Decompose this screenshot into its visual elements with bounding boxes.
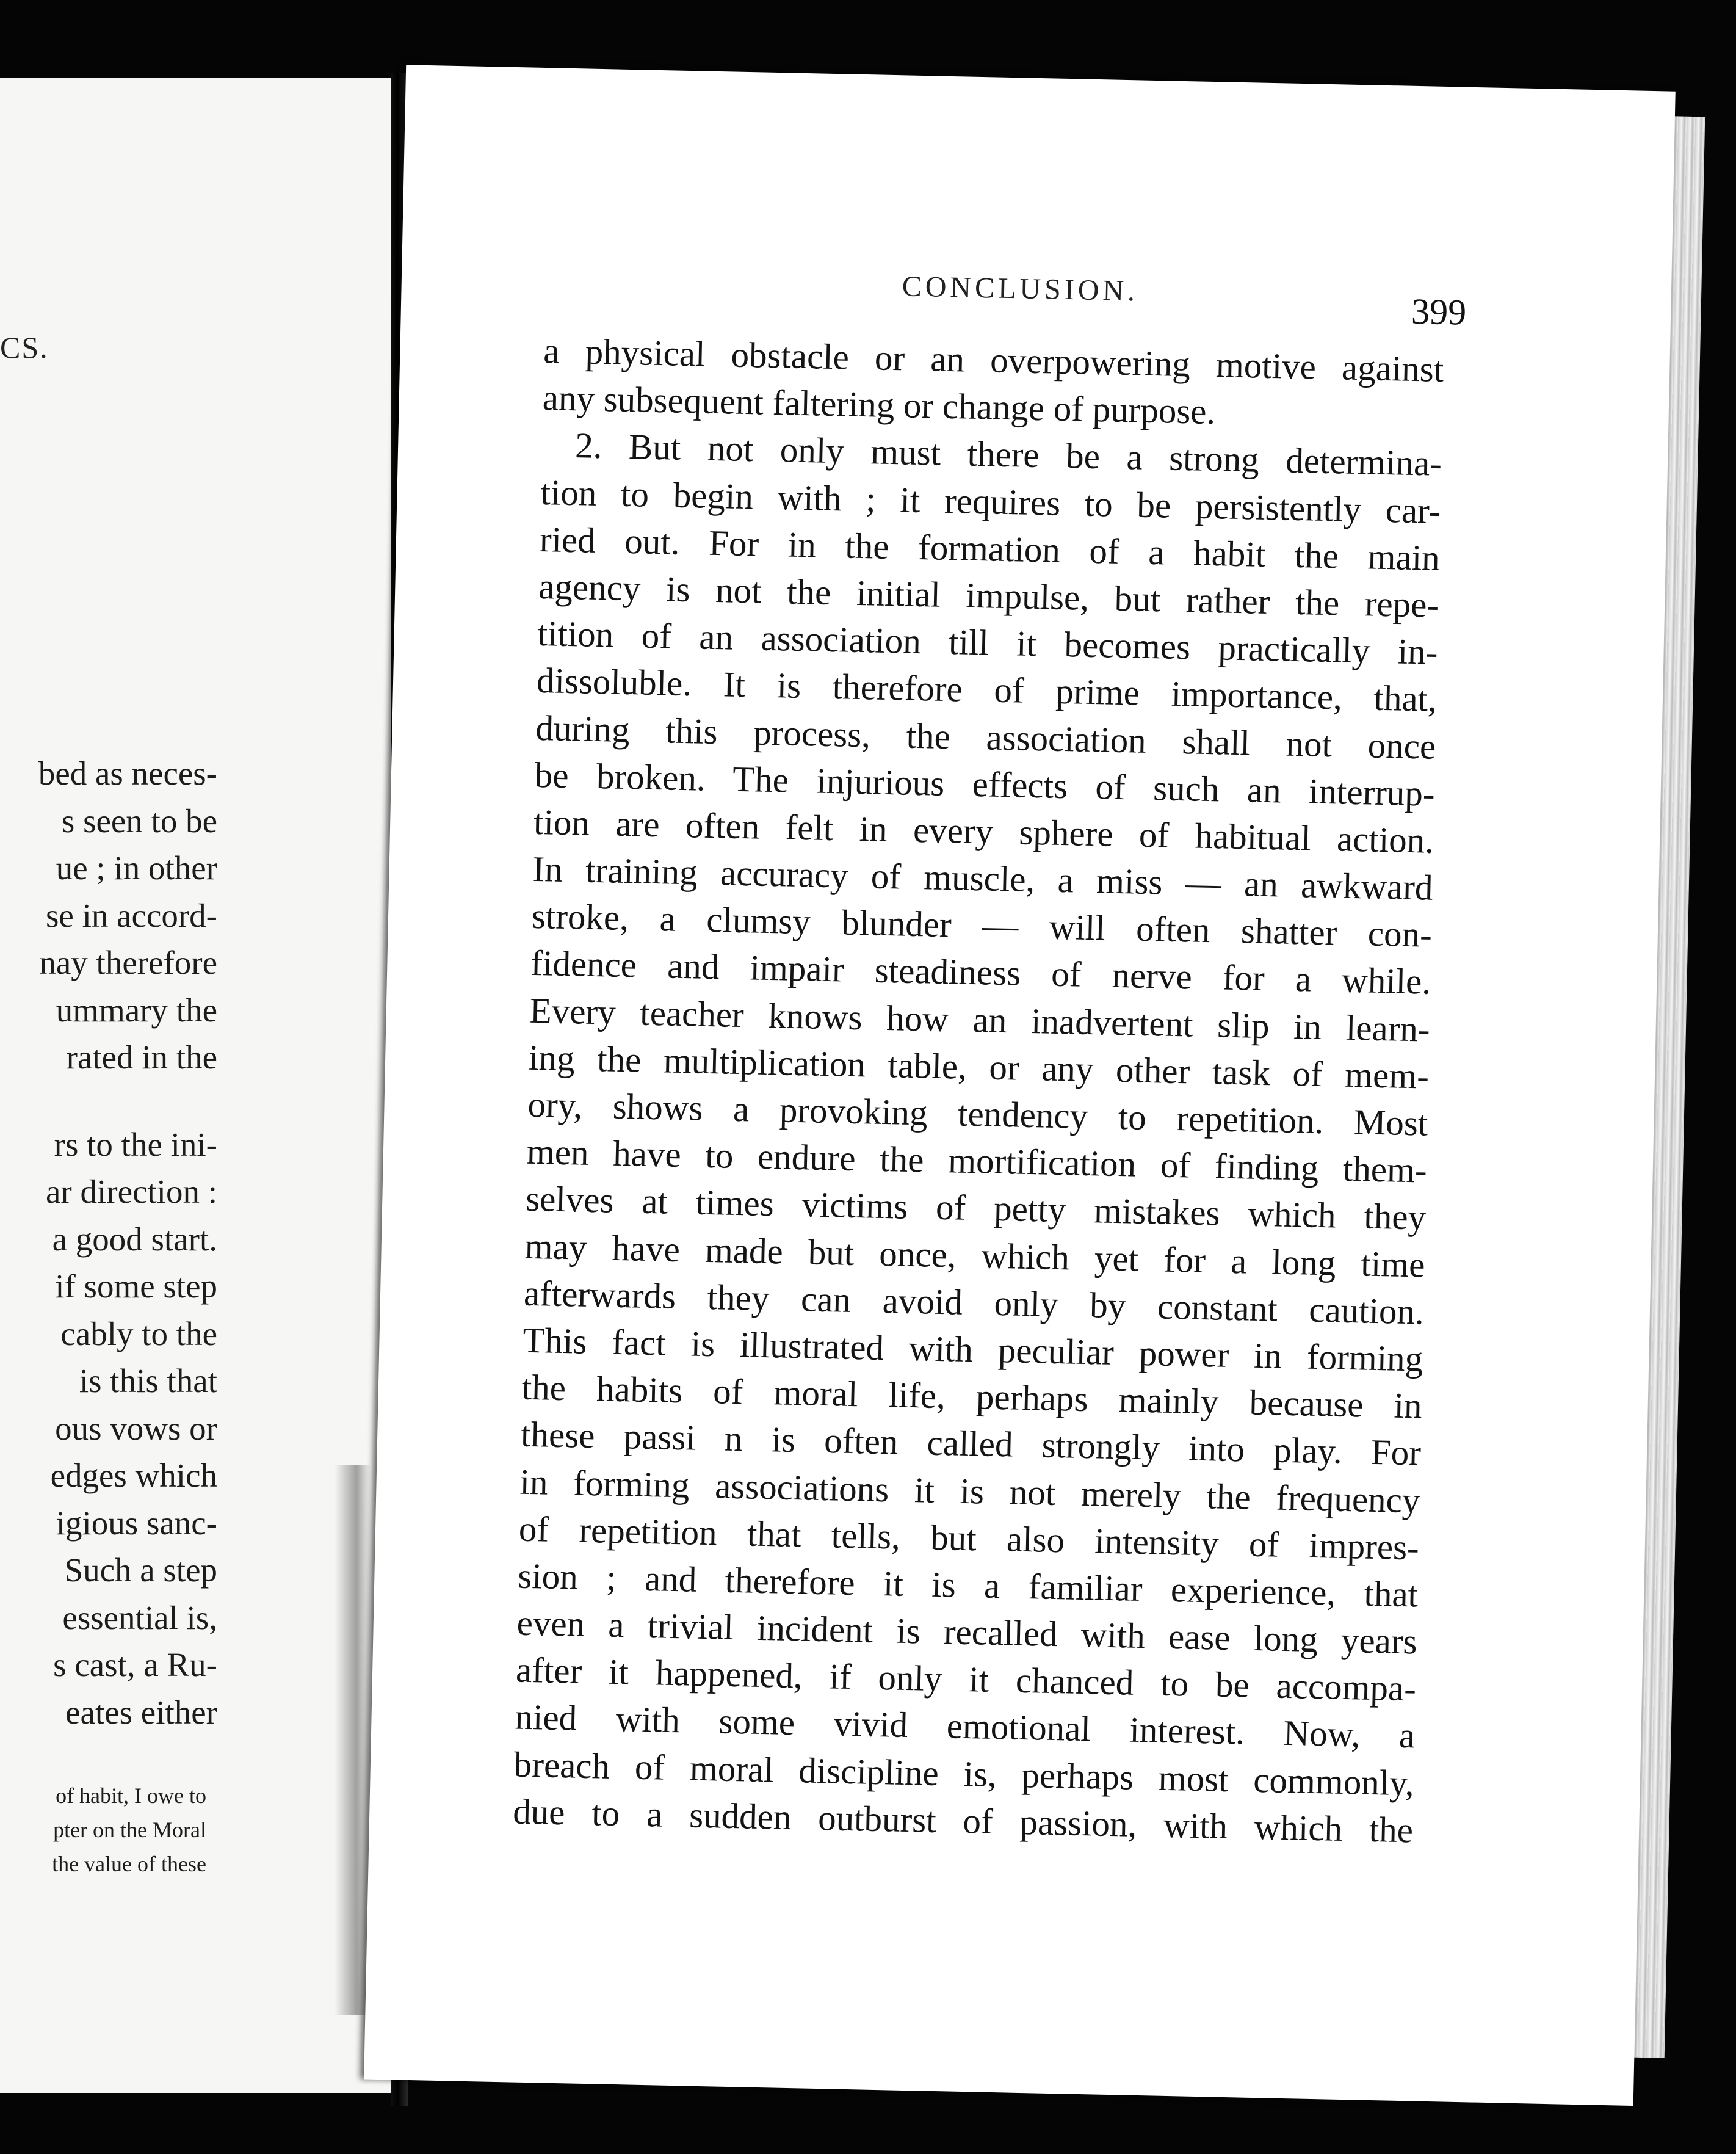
running-head: CONCLUSION.: [902, 270, 1139, 308]
text-line: in forming associations it is not merely the frequency: [519, 1461, 1421, 1521]
left-text-line: se in accord-: [46, 896, 217, 934]
text-line: This fact is illustrated with peculiar power in forming: [522, 1319, 1423, 1379]
left-text-line: eates either: [65, 1693, 217, 1731]
left-text-line: ous vows or: [55, 1409, 217, 1447]
text-line: even a trivial incident is recalled with ease long years: [516, 1602, 1418, 1662]
text-line: due to a sudden outburst of passion, with which the: [512, 1791, 1414, 1851]
text-line: men have to endure the mortification of finding them-: [526, 1131, 1428, 1191]
text-line: sion ; and therefore it is a familiar experience, that: [517, 1555, 1419, 1615]
text-line: fidence and impair steadiness of nerve for a while.: [530, 943, 1431, 1003]
text-line: these passi n is often called strongly into play. For: [520, 1413, 1422, 1473]
left-running-head: CS.: [0, 330, 49, 364]
text-line: selves at times victims of petty mistakes which they: [525, 1178, 1427, 1238]
binding-shadow: [335, 1465, 371, 2015]
text-line: tition of an association till it becomes practically in-: [537, 613, 1439, 672]
text-line: agency is not the initial impulse, but rather the repe-: [538, 565, 1439, 625]
left-text-line: rs to the ini-: [54, 1125, 217, 1163]
left-text-line: igious sanc-: [56, 1504, 217, 1542]
text-line: during this process, the association shall not once: [535, 707, 1436, 767]
text-line: Every teacher knows how an inadvertent slip in learn-: [529, 990, 1431, 1050]
text-line: nied with some vivid emotional interest. Now, a: [514, 1696, 1416, 1756]
text-line: after it happened, if only it chanced to be accompa-: [515, 1649, 1417, 1709]
text-line: breach of moral discipline is, perhaps most commonly,: [513, 1744, 1415, 1804]
text-line: tion to begin with ; it requires to be persistently car-: [540, 471, 1441, 531]
left-text-line: cably to the: [60, 1315, 217, 1352]
left-text-line: edges which: [50, 1457, 217, 1494]
left-text-line: nay therefore: [39, 944, 217, 981]
text-line: be broken. The injurious effects of such an interrup-: [534, 754, 1436, 814]
left-text-line: rated in the: [66, 1039, 217, 1076]
footnote-line: the value of these: [52, 1852, 206, 1876]
text-line: of repetition that tells, but also intensity of impres-: [518, 1508, 1420, 1568]
text-line: afterwards they can avoid only by constant caution.: [523, 1272, 1425, 1332]
left-text-line: ue ; in other: [56, 849, 217, 887]
left-text-line: s seen to be: [61, 802, 217, 839]
text-line: tion are often felt in every sphere of habitual action.: [533, 801, 1434, 861]
text-line: dissoluble. It is therefore of prime importance, that,: [536, 660, 1438, 720]
text-line: a physical obstacle or an overpowering motive against: [543, 330, 1444, 390]
left-text-line: s cast, a Ru-: [53, 1646, 217, 1683]
footnote-line: of habit, I owe to: [56, 1783, 206, 1808]
left-text-line: Such a step: [64, 1551, 217, 1589]
left-text-line: ar direction :: [46, 1173, 217, 1210]
left-text-line: bed as neces-: [38, 755, 217, 792]
text-line: ing the multiplication table, or any other task of mem-: [528, 1037, 1430, 1097]
left-text-line: a good start.: [52, 1220, 217, 1258]
page-number: 399: [1411, 291, 1467, 333]
body-text: [513, 327, 1444, 1854]
left-text-column: [0, 750, 217, 1736]
right-page: [364, 65, 1676, 2106]
text-line: stroke, a clumsy blunder — will often shatter con-: [531, 896, 1433, 955]
left-text-line: essential is,: [62, 1598, 217, 1636]
text-line: ory, shows a provoking tendency to repetition. Most: [527, 1084, 1428, 1144]
text-line: any subsequent faltering or change of purpose.: [542, 377, 1216, 432]
text-line: ried out. For in the formation of a habit the main: [539, 518, 1441, 578]
text-line: may have made but once, which yet for a long time: [524, 1225, 1426, 1285]
left-text-line: ummary the: [56, 991, 217, 1029]
text-line: 2. But not only must there be a strong determina-: [574, 425, 1442, 484]
text-line: the habits of moral life, perhaps mainly because in: [521, 1366, 1423, 1426]
left-text-line: if some step: [55, 1267, 217, 1305]
left-footnote: [0, 1779, 206, 1881]
left-text-line: is this that: [79, 1362, 217, 1399]
footnote-line: pter on the Moral: [53, 1818, 206, 1842]
text-line: In training accuracy of muscle, a miss — an awkward: [532, 848, 1434, 908]
